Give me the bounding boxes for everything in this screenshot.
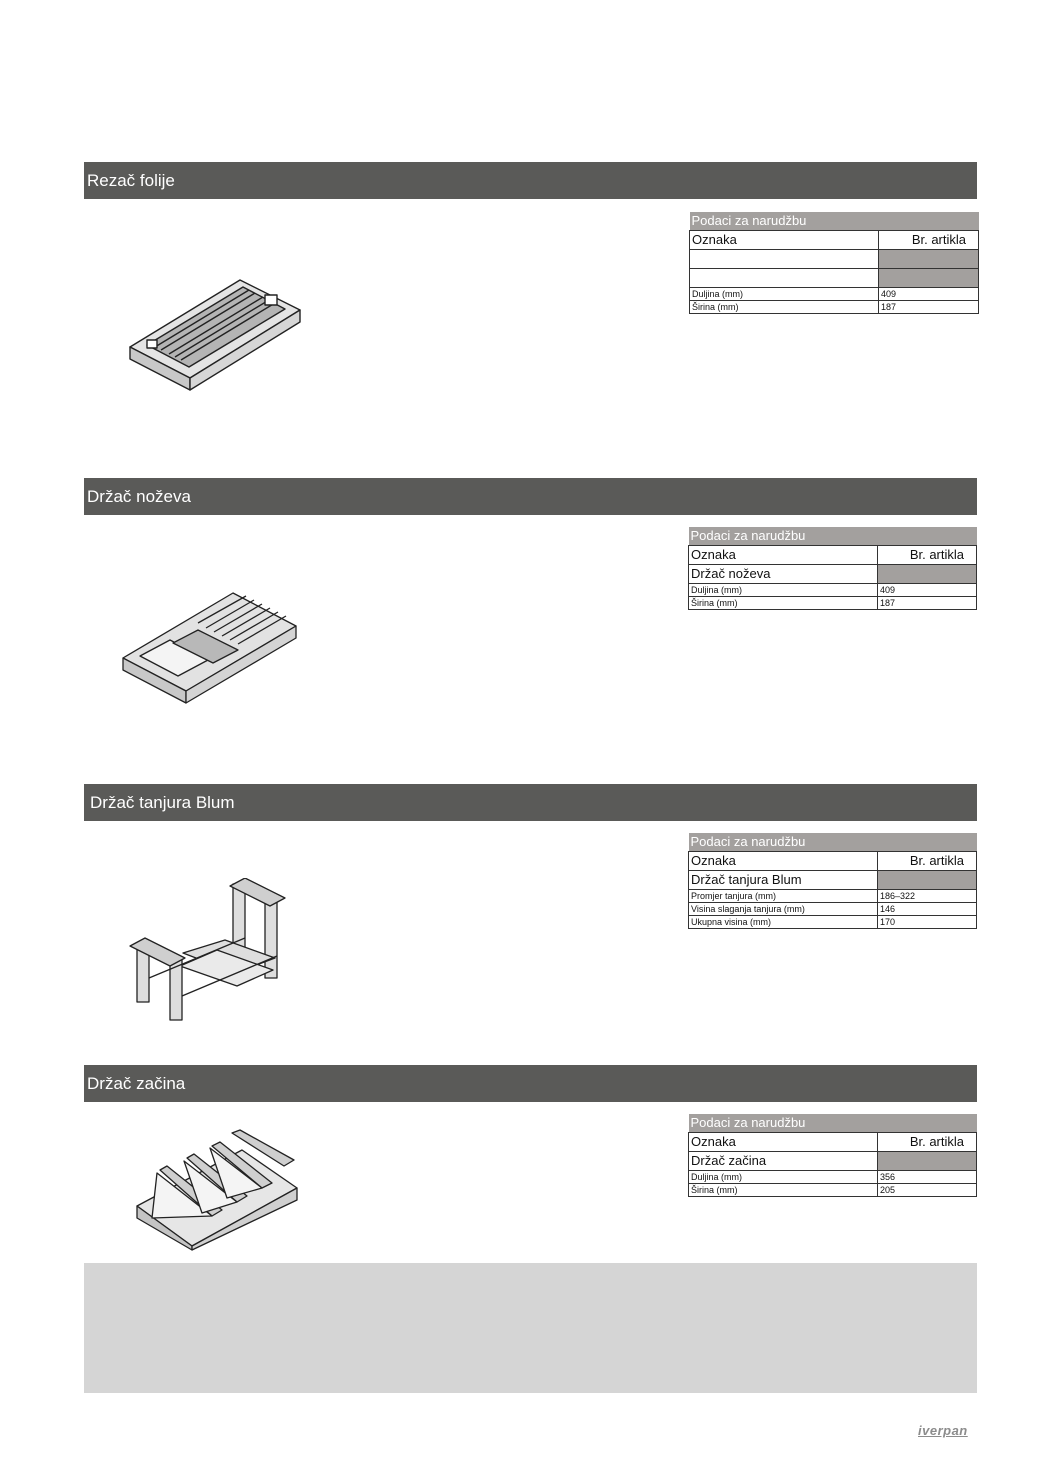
iverpan-logo: iverpan <box>918 1423 968 1438</box>
article-number-cell <box>878 1151 977 1170</box>
table-header: Podaci za narudžbu <box>689 1114 977 1132</box>
table-header: Podaci za narudžbu <box>690 212 979 230</box>
product-name-extra <box>690 268 879 287</box>
foil-cutter-illustration <box>125 275 310 395</box>
spec-value: 205 <box>878 1183 977 1196</box>
spec-value: 187 <box>878 596 977 609</box>
spec-label: Promjer tanjura (mm) <box>689 889 878 902</box>
plate-holder-illustration <box>125 878 290 1026</box>
section-title-spice-holder: Držač začina <box>84 1065 977 1102</box>
section-title-plate-holder: Držač tanjura Blum <box>84 784 977 821</box>
product-name: Držač tanjura Blum <box>689 870 878 889</box>
spec-value: 356 <box>878 1170 977 1183</box>
order-table-plate-holder <box>688 833 977 929</box>
spec-value: 187 <box>879 300 979 313</box>
col-label-article: Br. artikla <box>879 230 979 249</box>
col-label-article: Br. artikla <box>878 1132 977 1151</box>
spec-label: Širina (mm) <box>689 1183 878 1196</box>
product-name <box>690 249 879 268</box>
article-number-cell <box>879 249 979 268</box>
spec-value: 409 <box>878 583 977 596</box>
product-name: Držač začina <box>689 1151 878 1170</box>
table-header: Podaci za narudžbu <box>689 527 977 545</box>
spec-value: 186–322 <box>878 889 977 902</box>
spec-label: Duljina (mm) <box>690 287 879 300</box>
col-label-oznaka: Oznaka <box>689 545 878 564</box>
order-table-knife-holder <box>688 527 977 610</box>
spec-label: Duljina (mm) <box>689 1170 878 1183</box>
spec-label: Ukupna visina (mm) <box>689 915 878 928</box>
spec-value: 146 <box>878 902 977 915</box>
spec-label: Visina slaganja tanjura (mm) <box>689 902 878 915</box>
product-name: Držač noževa <box>689 564 878 583</box>
article-number-cell-extra <box>879 268 979 287</box>
table-header: Podaci za narudžbu <box>689 833 977 851</box>
section-title-knife-holder: Držač noževa <box>84 478 977 515</box>
order-table-spice-holder <box>688 1114 977 1197</box>
spec-label: Širina (mm) <box>689 596 878 609</box>
order-table-foil-cutter <box>689 212 979 314</box>
col-label-article: Br. artikla <box>878 545 977 564</box>
col-label-oznaka: Oznaka <box>690 230 879 249</box>
spec-value: 170 <box>878 915 977 928</box>
col-label-oznaka: Oznaka <box>689 851 878 870</box>
section-title-foil-cutter: Rezač folije <box>84 162 977 199</box>
spice-holder-illustration <box>132 1128 302 1253</box>
spec-label: Duljina (mm) <box>689 583 878 596</box>
knife-holder-illustration <box>118 588 303 708</box>
article-number-cell <box>878 564 977 583</box>
col-label-oznaka: Oznaka <box>689 1132 878 1151</box>
spec-label: Širina (mm) <box>690 300 879 313</box>
footer-grey-box <box>84 1263 977 1393</box>
spec-value: 409 <box>879 287 979 300</box>
col-label-article: Br. artikla <box>878 851 977 870</box>
article-number-cell <box>878 870 977 889</box>
